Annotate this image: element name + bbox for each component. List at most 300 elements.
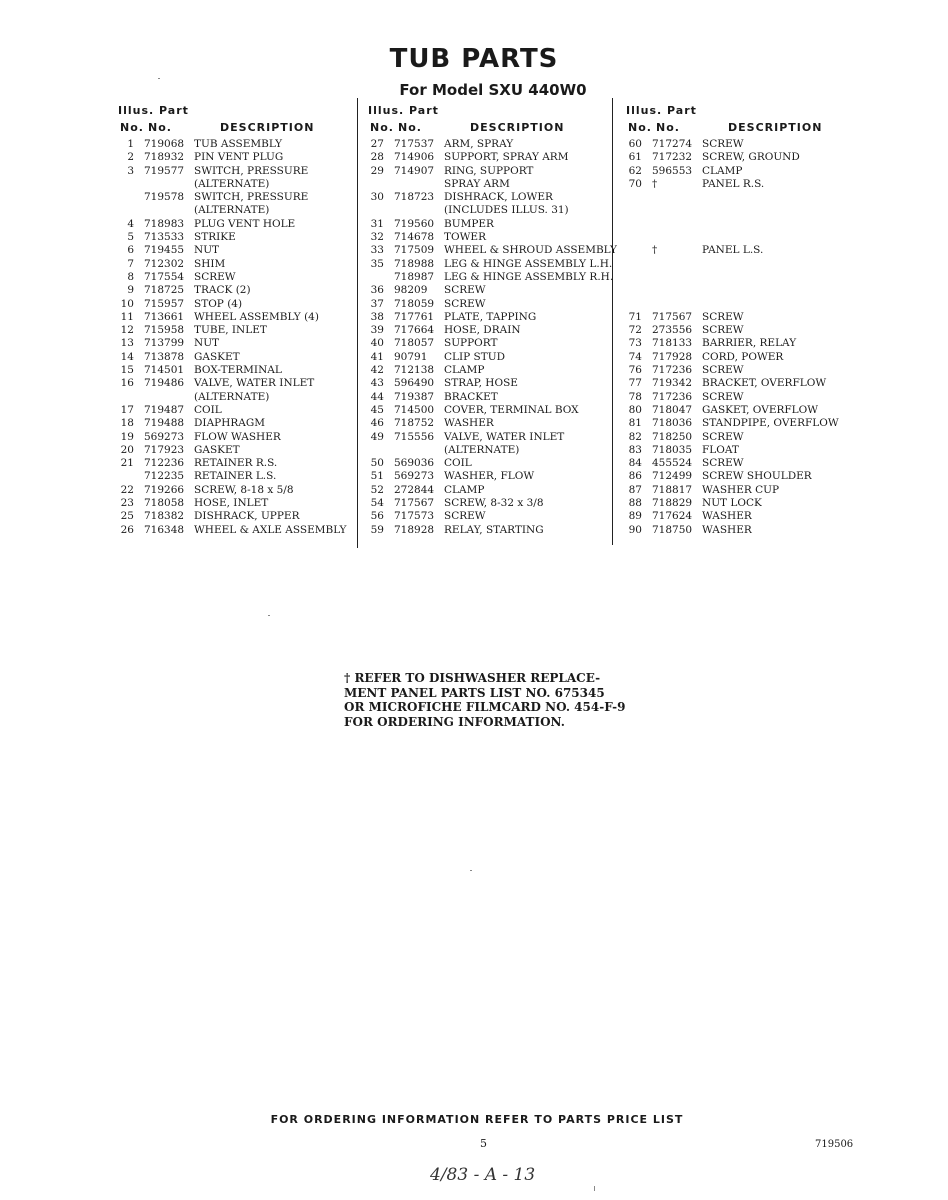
part-row <box>112 391 352 404</box>
part-number: 715958 <box>144 324 185 337</box>
part-row <box>112 457 352 470</box>
part-number: 718817 <box>652 483 693 496</box>
part-row <box>620 431 860 444</box>
part-description: ARM, SPRAY <box>444 138 514 150</box>
part-number: 718987 <box>394 270 435 283</box>
part-number: 712236 <box>144 457 185 470</box>
part-description: (INCLUDES ILLUS. 31) <box>444 204 569 217</box>
part-row <box>620 218 860 231</box>
part-row <box>362 470 612 483</box>
part-description: SWITCH, PRESSURE <box>194 164 309 177</box>
part-description: SCREW <box>702 430 744 443</box>
part-description: TUB ASSEMBLY <box>194 138 283 150</box>
part-description: WASHER <box>444 417 494 430</box>
no-header: No. <box>120 121 144 134</box>
part-row <box>112 165 352 178</box>
illus-number: 21 <box>120 457 134 470</box>
illus-number: 1 <box>127 138 134 150</box>
part-row <box>112 377 352 390</box>
part-row <box>362 324 612 337</box>
illus-number: 54 <box>370 497 384 510</box>
part-no-header: No. <box>398 121 422 134</box>
part-number: 715556 <box>394 430 435 443</box>
part-row <box>362 364 612 377</box>
part-row <box>620 138 860 151</box>
part-row <box>620 311 860 324</box>
part-description: COIL <box>194 403 222 416</box>
part-row <box>362 271 612 284</box>
handwritten-annotation: 4/83 - A - 13 <box>430 1165 536 1185</box>
part-number: 719455 <box>144 244 185 257</box>
part-description: DIAPHRAGM <box>194 417 265 430</box>
document-number: 719506 <box>815 1139 854 1150</box>
part-number: 717232 <box>652 151 693 164</box>
part-number: 716348 <box>144 523 185 536</box>
part-number: 718983 <box>144 217 185 230</box>
part-description: WHEEL & SHROUD ASSEMBLY <box>444 244 617 257</box>
part-row <box>112 178 352 191</box>
illus-number: 51 <box>370 470 384 483</box>
illus-number: 40 <box>370 337 384 350</box>
part-row <box>620 284 860 297</box>
part-row <box>362 444 612 457</box>
part-row <box>112 404 352 417</box>
part-description: SCREW <box>702 457 744 470</box>
part-row <box>112 271 352 284</box>
illus-number: 76 <box>628 364 642 377</box>
part-number: 718750 <box>652 523 693 536</box>
illus-number: 30 <box>370 191 384 204</box>
part-row <box>620 404 860 417</box>
illus-number: 39 <box>370 324 384 337</box>
parts-list <box>620 138 860 537</box>
part-row <box>362 244 617 257</box>
illus-number: 82 <box>628 430 642 443</box>
part-description: SUPPORT, SPRAY ARM <box>444 151 569 164</box>
illus-number: 71 <box>628 310 642 323</box>
part-row <box>112 524 352 537</box>
part-description: CLAMP <box>444 364 485 377</box>
part-description: FLOW WASHER <box>194 430 281 443</box>
part-description: HOSE, DRAIN <box>444 324 521 337</box>
part-number: † <box>652 177 658 190</box>
part-description: CLAMP <box>702 164 743 177</box>
illus-number: 60 <box>628 138 642 150</box>
part-row <box>362 497 612 510</box>
part-number: 717573 <box>394 510 435 523</box>
part-number: 718059 <box>394 297 435 310</box>
part-number: 719488 <box>144 417 185 430</box>
part-number: 718382 <box>144 510 185 523</box>
part-number: 714906 <box>394 151 435 164</box>
part-number: 719387 <box>394 390 435 403</box>
part-description: TUBE, INLET <box>194 324 267 337</box>
part-row <box>362 404 612 417</box>
part-row <box>620 271 860 284</box>
part-description: SCREW <box>702 390 744 403</box>
part-description: RING, SUPPORT <box>444 164 534 177</box>
part-number: 596490 <box>394 377 435 390</box>
part-description: WHEEL ASSEMBLY (4) <box>194 310 319 323</box>
part-row <box>112 231 352 244</box>
illus-number: 90 <box>628 523 642 536</box>
illus-number: 28 <box>370 151 384 164</box>
illus-number: 49 <box>370 430 384 443</box>
part-row <box>620 351 860 364</box>
part-number: 718047 <box>652 403 693 416</box>
part-row <box>620 151 860 164</box>
part-row <box>112 191 352 204</box>
part-row <box>112 351 352 364</box>
illus-number: 35 <box>370 257 384 270</box>
part-row <box>112 444 352 457</box>
illus-number: 44 <box>370 390 384 403</box>
part-description: TOWER <box>444 231 486 244</box>
part-row <box>362 165 612 178</box>
illus-number: 4 <box>127 217 134 230</box>
parts-list <box>362 138 617 537</box>
part-number: 719487 <box>144 403 185 416</box>
part-number: 719560 <box>394 217 435 230</box>
illus-number: 50 <box>370 457 384 470</box>
illus-number: 26 <box>120 523 134 536</box>
part-number: 712138 <box>394 364 435 377</box>
part-row <box>620 417 860 430</box>
part-number: 719068 <box>144 138 185 150</box>
part-number: 718035 <box>652 443 693 456</box>
illus-number: 14 <box>120 350 134 363</box>
part-row <box>112 298 352 311</box>
illus-number: 33 <box>370 244 384 257</box>
page-title: TUB PARTS <box>389 44 559 74</box>
part-description: COVER, TERMINAL BOX <box>444 403 579 416</box>
part-description: STRIKE <box>194 231 236 244</box>
part-number: 715957 <box>144 297 185 310</box>
part-row <box>362 431 612 444</box>
part-row <box>620 337 860 350</box>
illus-part-header: Illus. Part <box>118 104 189 117</box>
illus-number: 73 <box>628 337 642 350</box>
part-row <box>620 497 860 510</box>
part-row <box>620 165 860 178</box>
part-row <box>112 138 352 151</box>
note-line: † REFER TO DISHWASHER REPLACE- <box>344 671 601 685</box>
illus-number: 5 <box>127 231 134 244</box>
illus-number: 62 <box>628 164 642 177</box>
note-line: FOR ORDERING INFORMATION. <box>344 714 565 729</box>
part-row <box>620 391 860 404</box>
part-number: 714678 <box>394 231 435 244</box>
part-row <box>362 337 612 350</box>
illus-number: 11 <box>120 310 134 323</box>
part-description: WASHER <box>702 523 752 536</box>
illus-number: 83 <box>628 443 642 456</box>
part-description: VALVE, WATER INLET <box>444 430 565 443</box>
part-number: 719342 <box>652 377 693 390</box>
part-description: (ALTERNATE) <box>194 204 270 217</box>
part-description: GASKET <box>194 350 240 363</box>
part-number: 596553 <box>652 164 693 177</box>
part-number: 712235 <box>144 470 185 483</box>
part-row <box>362 524 612 537</box>
part-number: 719266 <box>144 483 185 496</box>
illus-number: 29 <box>370 164 384 177</box>
part-description: COIL <box>444 457 472 470</box>
part-number: 717509 <box>394 244 435 257</box>
illus-number: 8 <box>127 270 134 283</box>
part-number: 272844 <box>394 483 435 496</box>
column-header <box>112 104 352 138</box>
part-number: 717664 <box>394 324 435 337</box>
illus-number: 74 <box>628 350 642 363</box>
part-number: 717567 <box>652 310 693 323</box>
part-description: (ALTERNATE) <box>194 177 270 190</box>
part-description: SPRAY ARM <box>444 177 510 190</box>
part-number: 718829 <box>652 497 693 510</box>
illus-number: 86 <box>628 470 642 483</box>
part-row <box>112 151 352 164</box>
part-row <box>362 484 612 497</box>
part-row <box>620 484 860 497</box>
part-row <box>620 457 860 470</box>
illus-number: 42 <box>370 364 384 377</box>
part-description: SCREW <box>444 297 486 310</box>
part-description: DISHRACK, LOWER <box>444 191 553 204</box>
illus-number: 72 <box>628 324 642 337</box>
part-number: 718133 <box>652 337 693 350</box>
column-divider <box>357 98 358 548</box>
part-row <box>620 364 860 377</box>
part-description: SCREW SHOULDER <box>702 470 812 483</box>
part-description: RETAINER L.S. <box>194 470 277 483</box>
part-description: SCREW <box>702 324 744 337</box>
part-row <box>362 391 612 404</box>
part-row <box>362 510 612 523</box>
illus-number: 89 <box>628 510 642 523</box>
part-row <box>362 417 612 430</box>
part-row <box>112 417 352 430</box>
part-row <box>620 470 860 483</box>
illus-number: 18 <box>120 417 134 430</box>
no-header: No. <box>370 121 394 134</box>
parts-column-1 <box>112 104 352 537</box>
part-number: 717567 <box>394 497 435 510</box>
part-description: NUT LOCK <box>702 497 762 510</box>
part-number: 719577 <box>144 164 185 177</box>
part-row <box>112 204 352 217</box>
part-row <box>362 204 612 217</box>
part-no-header: No. <box>656 121 680 134</box>
illus-number: 45 <box>370 403 384 416</box>
part-row <box>362 231 612 244</box>
part-row <box>112 258 352 271</box>
illus-number: 31 <box>370 217 384 230</box>
part-number: 713661 <box>144 310 185 323</box>
illus-number: 3 <box>127 164 134 177</box>
note-line: MENT PANEL PARTS LIST NO. 675345 <box>344 685 605 700</box>
illus-number: 37 <box>370 297 384 310</box>
part-row <box>362 178 612 191</box>
part-number: 712499 <box>652 470 693 483</box>
part-row <box>112 497 352 510</box>
part-description: WASHER <box>702 510 752 523</box>
part-description: SCREW, 8-32 x 3/8 <box>444 497 544 510</box>
part-row <box>362 218 612 231</box>
part-description: SCREW <box>702 310 744 323</box>
illus-number: 16 <box>120 377 134 390</box>
scan-speck <box>268 615 270 616</box>
illus-number: 19 <box>120 430 134 443</box>
illus-number: 32 <box>370 231 384 244</box>
illus-number: 22 <box>120 483 134 496</box>
part-number: 273556 <box>652 324 693 337</box>
part-number: 718723 <box>394 191 435 204</box>
part-number: 455524 <box>652 457 693 470</box>
part-number: 717624 <box>652 510 693 523</box>
part-description: STOP (4) <box>194 297 243 310</box>
part-description: HOSE, INLET <box>194 497 269 510</box>
part-row <box>112 311 352 324</box>
parts-column-3 <box>620 104 860 537</box>
part-number: † <box>652 244 658 257</box>
illus-number: 6 <box>127 244 134 257</box>
part-number: 714501 <box>144 364 185 377</box>
part-number: 718725 <box>144 284 185 297</box>
part-row <box>112 470 352 483</box>
note-line: OR MICROFICHE FILMCARD NO. 454-F-9 <box>344 700 626 714</box>
part-description: PIN VENT PLUG <box>194 151 284 164</box>
illus-number: 61 <box>628 151 642 164</box>
part-row <box>362 457 612 470</box>
part-row <box>620 204 860 217</box>
part-number: 717236 <box>652 364 693 377</box>
illus-number: 7 <box>127 257 134 270</box>
replacement-panel-note <box>344 671 626 729</box>
part-number: 719578 <box>144 191 185 204</box>
part-description: STRAP, HOSE <box>444 377 518 390</box>
part-number: 718058 <box>144 497 185 510</box>
part-row <box>112 324 352 337</box>
illus-number: 13 <box>120 337 134 350</box>
part-description: BOX-TERMINAL <box>194 364 282 377</box>
part-description: LEG & HINGE ASSEMBLY R.H. <box>444 270 614 283</box>
part-row <box>112 218 352 231</box>
part-row <box>620 244 860 257</box>
part-description: PANEL R.S. <box>702 177 765 190</box>
illus-number: 78 <box>628 390 642 403</box>
part-description: WASHER, FLOW <box>444 470 535 483</box>
illus-number: 2 <box>127 151 134 164</box>
part-description: RELAY, STARTING <box>444 523 544 536</box>
part-description: (ALTERNATE) <box>444 443 520 456</box>
part-number: 712302 <box>144 257 185 270</box>
ordering-footer: FOR ORDERING INFORMATION REFER TO PARTS PRICE LIST <box>270 1113 684 1126</box>
part-row <box>112 244 352 257</box>
description-header: DESCRIPTION <box>220 121 315 134</box>
part-number: 717923 <box>144 443 185 456</box>
part-row <box>362 311 612 324</box>
part-row <box>362 298 612 311</box>
part-row <box>620 191 860 204</box>
part-row <box>620 524 860 537</box>
part-description: BRACKET <box>444 390 498 403</box>
illus-number: 41 <box>370 350 384 363</box>
part-description: BRACKET, OVERFLOW <box>702 377 827 390</box>
illus-number: 87 <box>628 483 642 496</box>
illus-number: 88 <box>628 497 642 510</box>
part-number: 713799 <box>144 337 185 350</box>
part-description: SCREW <box>702 138 744 150</box>
part-row <box>112 484 352 497</box>
part-description: SUPPORT <box>444 337 498 350</box>
part-description: DISHRACK, UPPER <box>194 510 300 523</box>
part-number: 90791 <box>394 350 428 363</box>
description-header: DESCRIPTION <box>728 121 823 134</box>
part-row <box>112 431 352 444</box>
part-number: 569036 <box>394 457 435 470</box>
illus-number: 12 <box>120 324 134 337</box>
illus-number: 59 <box>370 523 384 536</box>
part-number: 718250 <box>652 430 693 443</box>
part-row <box>620 298 860 311</box>
part-description: SCREW, GROUND <box>702 151 800 164</box>
part-number: 717236 <box>652 390 693 403</box>
illus-number: 23 <box>120 497 134 510</box>
part-description: GASKET <box>194 443 240 456</box>
illus-number: 20 <box>120 443 134 456</box>
part-number: 718928 <box>394 523 435 536</box>
illus-number: 70 <box>628 177 642 190</box>
part-description: VALVE, WATER INLET <box>194 377 315 390</box>
parts-column-2 <box>362 104 617 537</box>
illus-number: 46 <box>370 417 384 430</box>
scan-speck <box>158 78 160 79</box>
illus-number: 15 <box>120 364 134 377</box>
part-description: LEG & HINGE ASSEMBLY L.H. <box>444 257 613 270</box>
illus-number: 80 <box>628 403 642 416</box>
illus-number: 27 <box>370 138 384 150</box>
part-description: NUT <box>194 337 220 350</box>
illus-number: 84 <box>628 457 642 470</box>
part-description: SHIM <box>194 257 226 270</box>
part-row <box>112 337 352 350</box>
part-number: 718988 <box>394 257 435 270</box>
part-description: WASHER CUP <box>702 483 780 496</box>
illus-number: 38 <box>370 310 384 323</box>
illus-number: 77 <box>628 377 642 390</box>
column-header <box>620 104 860 138</box>
part-description: SWITCH, PRESSURE <box>194 191 309 204</box>
part-row <box>112 510 352 523</box>
illus-part-header: Illus. Part <box>368 104 439 117</box>
part-description: CLAMP <box>444 483 485 496</box>
part-row <box>362 191 612 204</box>
part-description: WHEEL & AXLE ASSEMBLY <box>194 523 347 536</box>
part-row <box>620 324 860 337</box>
part-description: STANDPIPE, OVERFLOW <box>702 417 839 430</box>
part-number: 718932 <box>144 151 185 164</box>
part-description: SCREW, 8-18 x 5/8 <box>194 483 294 496</box>
part-description: BARRIER, RELAY <box>702 337 797 350</box>
part-number: 569273 <box>144 430 185 443</box>
part-description: SCREW <box>194 270 236 283</box>
part-row <box>620 178 860 191</box>
part-description: PLATE, TAPPING <box>444 310 537 323</box>
part-description: TRACK (2) <box>194 284 251 297</box>
part-description: SCREW <box>444 510 486 523</box>
part-row <box>620 444 860 457</box>
part-row <box>362 258 612 271</box>
